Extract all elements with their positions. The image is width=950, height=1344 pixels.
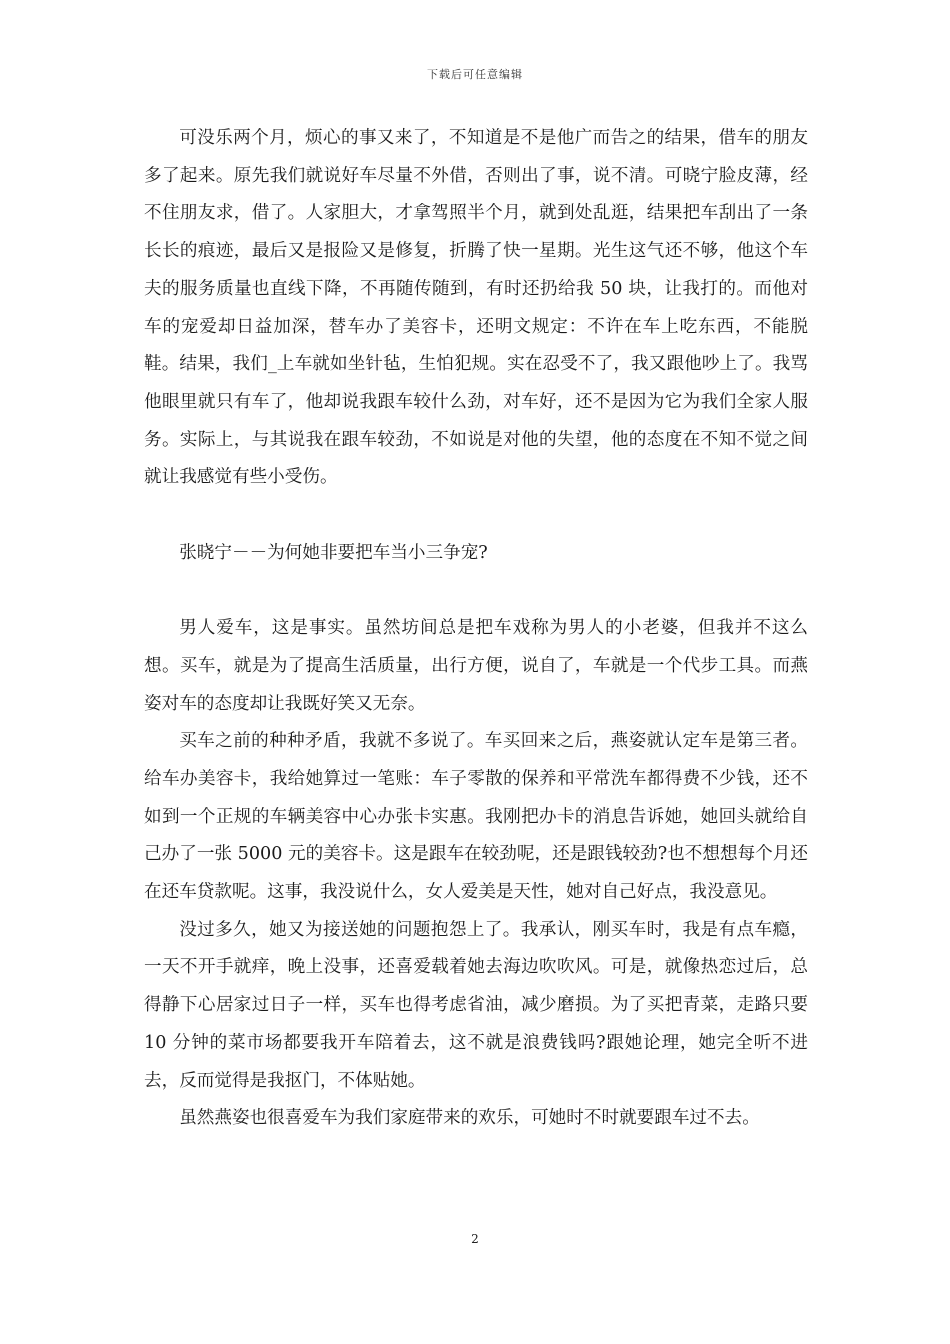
- paragraph-2: 男人爱车，这是事实。虽然坊间总是把车戏称为男人的小老婆，但我并不这么想。买车，就是为了提高生活质量，出行方便，说自了，车就是一个代步工具。而燕姿对车的态度却让我既好笑又无奈。: [144, 618, 808, 714]
- paragraph-1: 可没乐两个月，烦心的事又来了，不知道是不是他广而告之的结果，借车的朋友多了起来。原先我们就说好车尽量不外借，否则出了事，说不清。可晓宁脸皮薄，经不住朋友求，借了。人家胆大，才拿驾照半个月，就到处乱逛，结果把车刮出了一条长长的痕迹，最后又是报险又是修复，折腾了快一星期。光生这气还不够，他这个车夫的服务质量也直线下降，不再随传随到，有时还扔给我 50 块，让我打的。而他对车的宠爱却日益加深，替车办了美容卡，还明文规定：不许在车上吃东西，不能脱鞋。结果，我们_上车就如坐针毡，生怕犯规。实在忍受不了，我又跟他吵上了。我骂他眼里就只有车了，他却说我跟车较什么劲，对车好，还不是因为它为我们全家人服务。实际上，与其说我在跟车较劲，不如说是对他的失望，他的态度在不知不觉之间就让我感觉有些小受伤。: [144, 128, 808, 488]
- paragraph-spacer: [144, 572, 808, 610]
- paragraph-spacer: [144, 497, 808, 535]
- section-heading: 张晓宁－－为何她非要把车当小三争宠?: [179, 542, 488, 563]
- document-body: [144, 120, 808, 1138]
- page-number: 2: [471, 1232, 479, 1246]
- paragraph-4: 没过多久，她又为接送她的问题抱怨上了。我承认，刚买车时，我是有点车瘾，一天不开手就痒，晚上没事，还喜爱载着她去海边吹吹风。可是，就像热恋过后，总得静下心居家过日子一样，买车也得考虑省油，减少磨损。为了买把青菜，走路只要 10 分钟的菜市场都要我开车陪着去，这不就是浪费钱吗?跟她论理，她完全听不进去，反而觉得是我抠门，不体贴她。: [144, 919, 808, 1091]
- paragraph-3: 买车之前的种种矛盾，我就不多说了。车买回来之后，燕姿就认定车是第三者。给车办美容卡，我给她算过一笔账：车子零散的保养和平常洗车都得费不少钱，还不如到一个正规的车辆美容中心办张卡实惠。我刚把办卡的消息告诉她，她回头就给自己办了一张 5000 元的美容卡。这是跟车在较劲呢，还是跟钱较劲?也不想想每个月还在还车贷款呢。这事，我没说什么，女人爱美是天性，她对自己好点，我没意见。: [144, 731, 808, 903]
- page-header: 下载后可任意编辑: [427, 68, 523, 81]
- paragraph-5: 虽然燕姿也很喜爱车为我们家庭带来的欢乐，可她时不时就要跟车过不去。: [179, 1108, 760, 1129]
